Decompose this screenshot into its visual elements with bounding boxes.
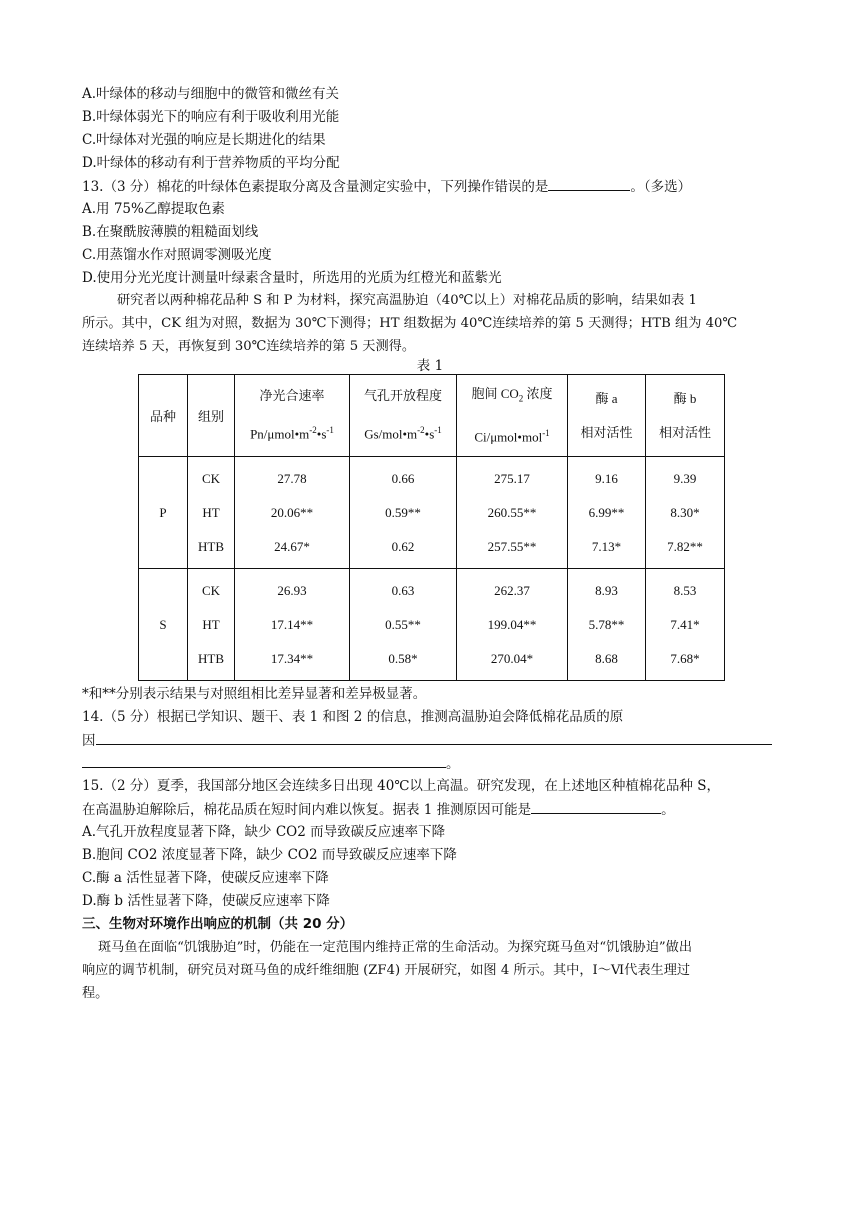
header-gs: 气孔开放程度 $Gs/mol•m^{-2}•s^{-1}$	[350, 375, 457, 457]
header-variety: 品种	[139, 375, 188, 457]
group-cell: CK HT HTB	[188, 569, 235, 681]
answer-blank-14a[interactable]	[96, 730, 772, 745]
question-14-line-3: 。	[82, 753, 460, 774]
section-para-line-2: 响应的调节机制，研究员对斑马鱼的成纤维细胞 (ZF4) 开展研究，如图 4 所示。其中，Ⅰ～Ⅵ代表生理过	[82, 963, 691, 978]
variety-cell: P	[139, 457, 188, 569]
data-table	[138, 374, 725, 681]
question-13	[82, 176, 691, 197]
table-note: *和**分别表示结果与对照组相比差异显著和差异极显著。	[82, 686, 427, 702]
section-para-line-3: 程。	[82, 986, 109, 1001]
ci-cell: 275.17 260.55** 257.55**	[457, 457, 568, 569]
option-15-a: A.气孔开放程度显著下降，缺少 CO2 而导致碳反应速率下降	[82, 824, 446, 840]
question-14-line-1: 14.（5 分）根据已学知识、题干、表 1 和图 2 的信息，推测高温胁迫会降低棉花品质的原	[82, 709, 624, 725]
question-13-suffix: 。（多选）	[630, 179, 692, 195]
header-enzyme-b: 酶 b 相对活性	[646, 375, 725, 457]
enzyme-b-cell: 8.53 7.41* 7.68*	[646, 569, 725, 681]
section-title: 三、生物对环境作出响应的机制（共 20 分）	[82, 916, 354, 932]
header-enzyme-a: 酶 a 相对活性	[568, 375, 646, 457]
option-13-c: C.用蒸馏水作对照调零测吸光度	[82, 247, 272, 263]
option-13-b: B.在聚酰胺薄膜的粗糙面划线	[82, 224, 259, 240]
option-15-d: D.酶 b 活性显著下降，使碳反应速率下降	[82, 893, 330, 909]
question-13-stem: 13.（3 分）棉花的叶绿体色素提取分离及含量测定实验中，下列操作错误的是	[82, 179, 549, 195]
group-cell: CK HT HTB	[188, 457, 235, 569]
answer-blank-15[interactable]	[531, 799, 661, 814]
answer-blank-14b[interactable]	[82, 753, 446, 768]
header-group: 组别	[188, 375, 235, 457]
header-pn: 净光合速率 $Pn/\mu mol•m^{-2}•s^{-1}$	[235, 375, 350, 457]
gs-cell: 0.66 0.59** 0.62	[350, 457, 457, 569]
table-caption: 表 1	[416, 358, 444, 374]
question-15-line-2: 在高温胁迫解除后，棉花品质在短时间内难以恢复。据表 1 推测原因可能是 。	[82, 799, 675, 820]
pn-cell: 26.93 17.14** 17.34**	[235, 569, 350, 681]
question-14-line-2: 因	[82, 730, 772, 751]
intro-line-2: 所示。其中，CK 组为对照，数据为 30℃下测得；HT 组数据为 40℃连续培养的第 5 天测得；HTB 组为 40℃	[82, 316, 738, 331]
enzyme-a-cell: 8.93 5.78** 8.68	[568, 569, 646, 681]
option-12-b: B.叶绿体弱光下的响应有利于吸收利用光能	[82, 109, 340, 125]
option-12-a: A.叶绿体的移动与细胞中的微管和微丝有关	[82, 86, 340, 102]
option-12-c: C.叶绿体对光强的响应是长期进化的结果	[82, 132, 326, 148]
ci-cell: 262.37 199.04** 270.04*	[457, 569, 568, 681]
pn-cell: 27.78 20.06** 24.67*	[235, 457, 350, 569]
intro-line-3: 连续培养 5 天，再恢复到 30℃连续培养的第 5 天测得。	[82, 339, 416, 354]
enzyme-b-cell: 9.39 8.30* 7.82**	[646, 457, 725, 569]
answer-blank-13[interactable]	[548, 176, 630, 191]
question-15-line-1: 15.（2 分）夏季，我国部分地区会连续多日出现 40℃以上高温。研究发现，在上述地区种植棉花品种 S，	[82, 778, 720, 794]
table-row	[139, 569, 725, 681]
option-12-d: D.叶绿体的移动有利于营养物质的平均分配	[82, 155, 340, 171]
option-13-a: A.用 75%乙醇提取色素	[82, 201, 225, 217]
section-para-line-1: 斑马鱼在面临“饥饿胁迫”时，仍能在一定范围内维持正常的生命活动。为探究斑马鱼对“饥饿胁迫”做出	[98, 940, 693, 955]
header-ci: 胞间 $CO_2$ 浓度 Ci/μmol•mol$^{-1}$	[457, 375, 568, 457]
variety-cell: S	[139, 569, 188, 681]
intro-line-1: 研究者以两种棉花品种 S 和 P 为材料，探究高温胁迫（40℃以上）对棉花品质的影响，结果如表 1	[117, 293, 697, 308]
enzyme-a-cell: 9.16 6.99** 7.13*	[568, 457, 646, 569]
option-15-c: C.酶 a 活性显著下降，使碳反应速率下降	[82, 870, 329, 886]
gs-cell: 0.63 0.55** 0.58*	[350, 569, 457, 681]
table-row	[139, 457, 725, 569]
option-15-b: B.胞间 CO2 浓度显著下降，缺少 CO2 而导致碳反应速率下降	[82, 847, 457, 863]
option-13-d: D.使用分光光度计测量叶绿素含量时，所选用的光质为红橙光和蓝紫光	[82, 270, 502, 286]
